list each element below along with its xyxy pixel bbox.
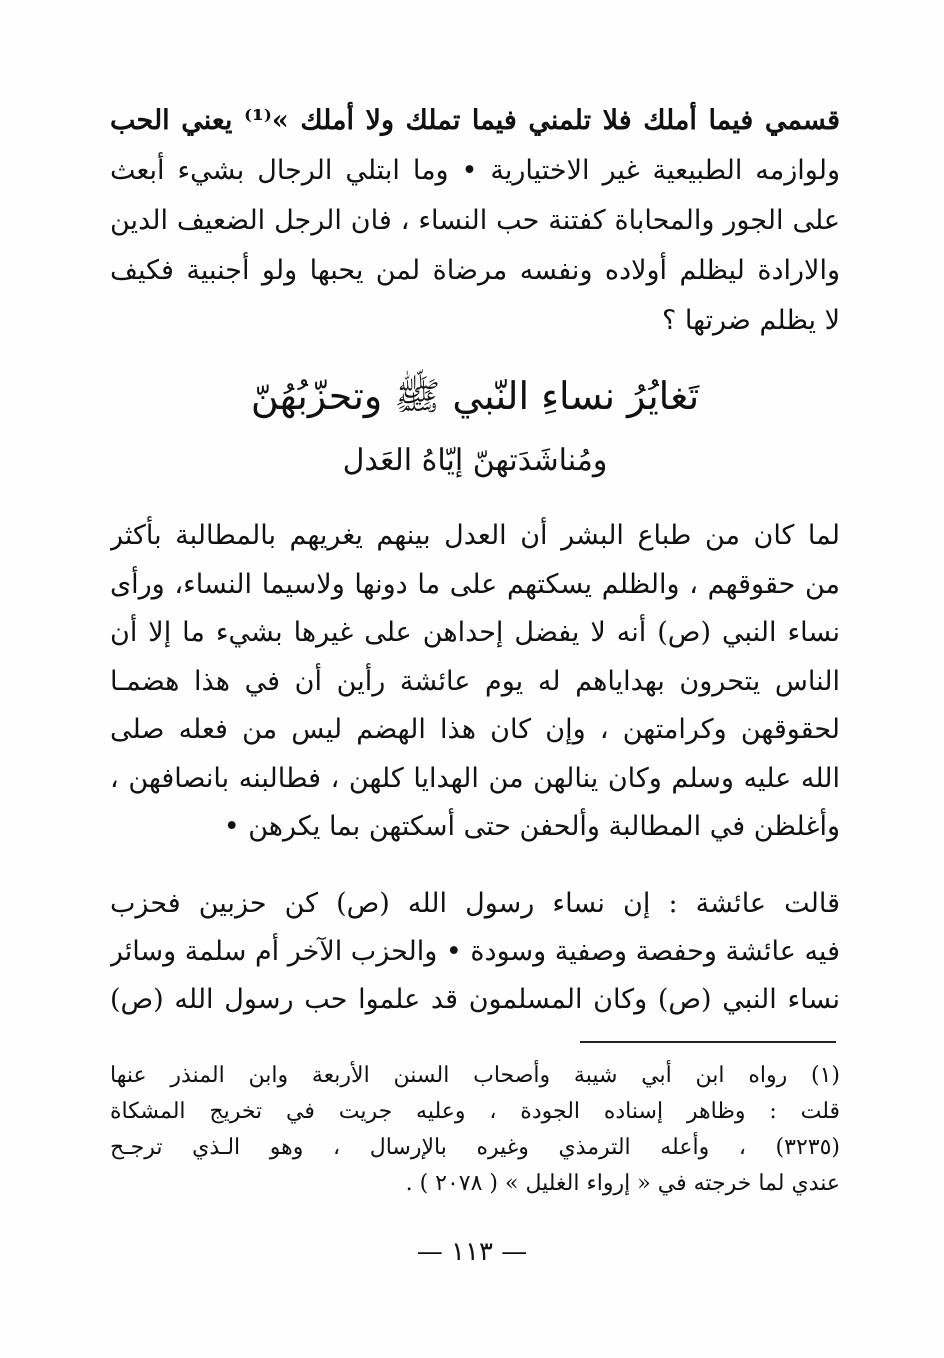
text-line: لما كان من طباع البشر أن العدل بينهم يغريهم بالمطالبة بأكثر — [110, 520, 840, 551]
text-line: نساء النبي (ص) أنه لا يفضل إحداهن على غيرها بشيء ما إلا أن — [110, 617, 840, 648]
paragraph-main — [110, 512, 840, 852]
text-line: لا يظلم ضرتها ؟ — [661, 305, 840, 336]
text-line: على الجور والمحاباة كفتنة حب النساء ، فان الرجل الضعيف الدين — [110, 205, 840, 236]
paragraph-continuation — [110, 96, 840, 346]
text-line: فيه عائشة وحفصة وصفية وسودة • والحزب الآخر أم سلمة وسائر — [110, 936, 840, 967]
text-line: قسمي فيما أملك فلا تلمني فيما تملك ولا أملك »⁽¹⁾ يعني الحب — [110, 105, 840, 136]
text-line: لحقوقهن وكرامتهن ، وإن كان هذا الهضم ليس من فعله صلى — [110, 714, 840, 745]
footnote-line: قلت : وظاهر إسناده الجودة ، وعليه جريت في تخريج المشكاة — [110, 1099, 840, 1124]
text-line: من حقوقهم ، والظلم يسكتهم على ما دونها ولاسيما النساء، ورأى — [110, 568, 840, 600]
section-subheading: ومُناشَدَتهنّ إيّاهُ العَدل — [342, 443, 608, 478]
text-line: ولوازمه الطبيعية غير الاختيارية • وما ابتلي الرجال بشيء أبعث — [110, 155, 840, 186]
text-line: الله عليه وسلم وكان ينالهن من الهدايا كلهن ، فطالبنه بانصافهن ، — [110, 762, 840, 794]
footnote-line: عندي لما خرجته في « إرواء الغليل » ( ٢٠٧٨ ) . — [405, 1171, 840, 1196]
text-line: وأغلظن في المطالبة وألحفن حتى أسكتهن بما يكرهن • — [223, 811, 840, 842]
page-number: — ١١٣ — — [416, 1237, 528, 1267]
footnote-divider — [580, 1041, 836, 1043]
text-line: الناس يتحرون بهداياهم له يوم عائشة رأين أن في هذا هضمـا — [110, 665, 840, 697]
footnote — [110, 1058, 840, 1202]
footnote-line: (٣٢٣٥) ، وأعله الترمذي وغيره بالإرسال ، وهو الـذي ترجـح — [110, 1135, 840, 1160]
section-heading: تَغايُرُ نساءِ النّبي ﷺ وتحزّبُهُنّ — [250, 374, 700, 418]
footnote-line: (١) رواه ابن أبي شيبة وأصحاب السنن الأربعة وابن المنذر عنها — [110, 1063, 840, 1088]
text-line: والارادة ليظلم أولاده ونفسه مرضاة لمن يحبها ولو أجنبية فكيف — [110, 255, 840, 286]
text-line: قالت عائشة : إن نساء رسول الله (ص) كن حزبين فحزب — [110, 888, 840, 919]
text-line: نساء النبي (ص) وكان المسلمون قد علموا حب رسول الله (ص) — [110, 984, 840, 1015]
paragraph-aisha-quote — [110, 880, 840, 1024]
